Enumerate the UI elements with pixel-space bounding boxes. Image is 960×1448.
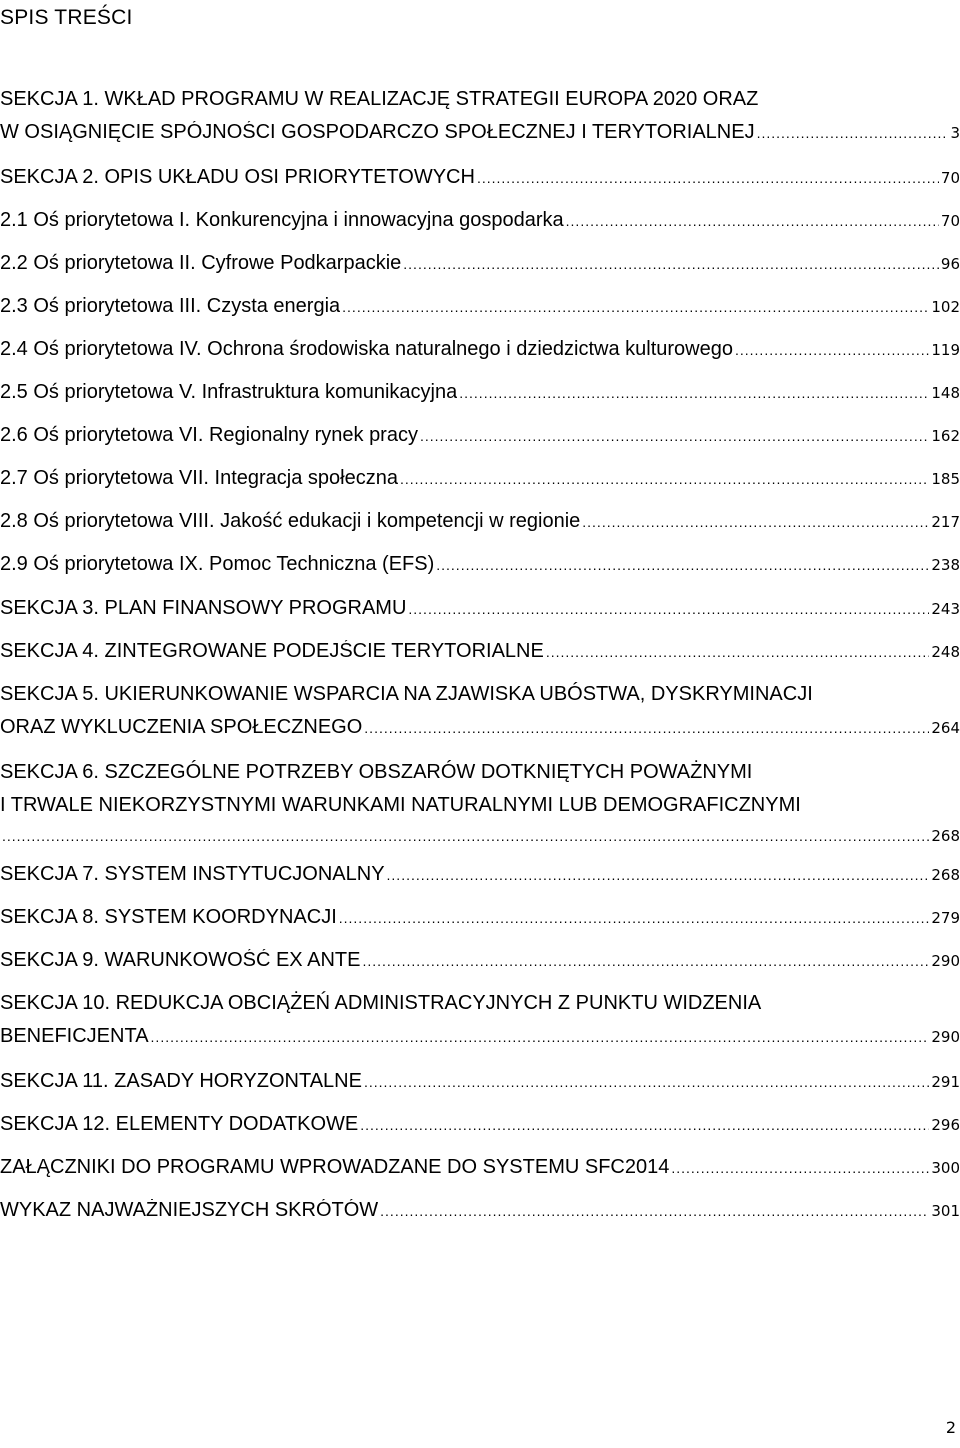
toc-page-number: 148: [931, 384, 960, 402]
toc-entry-row: [0, 467, 960, 490]
toc-entry-row: [0, 597, 960, 620]
toc-entry[interactable]: [0, 683, 960, 739]
dot-leader: [2, 829, 929, 843]
toc-entry-title: SEKCJA 8. SYSTEM KOORDYNACJI: [0, 906, 337, 928]
toc-entry-row: [0, 1199, 960, 1222]
toc-entry[interactable]: [0, 295, 960, 318]
toc-entry-row: [0, 295, 960, 318]
dot-leader: [566, 214, 939, 228]
toc-entry-row: [0, 1156, 960, 1179]
toc-entry[interactable]: [0, 338, 960, 361]
toc-entry-row: [0, 424, 960, 447]
toc-page-number: 296: [931, 1116, 960, 1134]
toc-entry[interactable]: [0, 166, 960, 189]
toc-entry-row: [0, 166, 960, 189]
toc-entry-row: [0, 209, 960, 232]
dot-leader: [477, 171, 939, 185]
toc-entry-row: [0, 338, 960, 361]
toc-entry-title: SEKCJA 3. PLAN FINANSOWY PROGRAMU: [0, 597, 407, 619]
toc-entry-row: [0, 949, 960, 972]
toc-entry-row: [0, 1025, 960, 1048]
toc-entry[interactable]: [0, 510, 960, 533]
toc-entry-row: [0, 640, 960, 663]
toc-entry-row: [0, 863, 960, 886]
toc-entry-text-line: SEKCJA 6. SZCZEGÓLNE POTRZEBY OBSZARÓW DOTKNIĘTYCH POWAŻNYMI: [0, 761, 753, 783]
toc-entry[interactable]: [0, 906, 960, 929]
toc-entry-title: SEKCJA 4. ZINTEGROWANE PODEJŚCIE TERYTORIALNE: [0, 640, 544, 662]
toc-entry-title: 2.8 Oś priorytetowa VIII. Jakość edukacji i kompetencji w regionie: [0, 510, 581, 532]
toc-page-number: 290: [931, 952, 960, 970]
toc-page-number: 268: [931, 827, 960, 845]
toc-entry-title: 2.5 Oś priorytetowa V. Infrastruktura komunikacyjna: [0, 381, 458, 403]
toc-entry[interactable]: [0, 424, 960, 447]
toc-entry-title: WYKAZ NAJWAŻNIEJSZYCH SKRÓTÓW: [0, 1199, 379, 1221]
page-number: 2: [945, 1418, 956, 1437]
toc-entry[interactable]: [0, 1156, 960, 1179]
dot-leader: [757, 126, 949, 140]
toc-entry-text-line: SEKCJA 5. UKIERUNKOWANIE WSPARCIA NA ZJAWISKA UBÓSTWA, DYSKRYMINACJI: [0, 683, 813, 705]
toc-entry-title: 2.1 Oś priorytetowa I. Konkurencyjna i innowacyjna gospodarka: [0, 209, 564, 231]
dot-leader: [403, 257, 939, 271]
toc-entry-title: SEKCJA 2. OPIS UKŁADU OSI PRIORYTETOWYCH: [0, 166, 475, 188]
toc-page-number: 279: [931, 909, 960, 927]
toc-page-number: 102: [931, 298, 960, 316]
dot-leader: [387, 868, 930, 882]
toc-page-number: 290: [931, 1028, 960, 1046]
toc-entry[interactable]: [0, 1070, 960, 1093]
toc-entry[interactable]: [0, 381, 960, 404]
dot-leader: [400, 472, 929, 486]
toc-entry-text-line: SEKCJA 10. REDUKCJA OBCIĄŻEŃ ADMINISTRACYJNYCH Z PUNKTU WIDZENIA: [0, 992, 762, 1014]
toc-entry-title: ORAZ WYKLUCZENIA SPOŁECZNEGO: [0, 716, 363, 738]
toc-page-number: 268: [931, 866, 960, 884]
dot-leader: [436, 558, 929, 572]
toc-entry-text-line: I TRWALE NIEKORZYSTNYMI WARUNKAMI NATURALNYMI LUB DEMOGRAFICZNYMI: [0, 794, 801, 816]
toc-entry[interactable]: [0, 640, 960, 663]
toc-entry[interactable]: [0, 467, 960, 490]
toc-page-number: 96: [940, 255, 960, 273]
toc-page-number: 291: [931, 1073, 960, 1091]
toc-entry-title: 2.3 Oś priorytetowa III. Czysta energia: [0, 295, 341, 317]
dot-leader: [408, 602, 929, 616]
toc-entry-title: BENEFICJENTA: [0, 1025, 149, 1047]
toc-entry-row: [0, 1070, 960, 1093]
dot-leader: [342, 300, 929, 314]
toc-entry-title: 2.4 Oś priorytetowa IV. Ochrona środowiska naturalnego i dziedzictwa kulturowego: [0, 338, 733, 360]
toc-entry[interactable]: [0, 597, 960, 620]
dot-leader: [420, 429, 929, 443]
dot-leader: [339, 911, 930, 925]
toc-page-number: 238: [931, 556, 960, 574]
toc-page-number: 119: [931, 341, 960, 359]
dot-leader: [582, 515, 929, 529]
dot-leader: [546, 645, 930, 659]
toc-entry-title: 2.6 Oś priorytetowa VI. Regionalny rynek pracy: [0, 424, 418, 446]
toc-page-number: 300: [931, 1159, 960, 1177]
toc-entry-row: [0, 252, 960, 275]
page-title: SPIS TREŚCI: [0, 6, 133, 29]
toc-page-number: 70: [940, 169, 960, 187]
toc-entry-row: [0, 553, 960, 576]
toc-entry[interactable]: [0, 252, 960, 275]
toc-entry[interactable]: [0, 949, 960, 972]
toc-entry[interactable]: [0, 553, 960, 576]
toc-entry-text-line: SEKCJA 1. WKŁAD PROGRAMU W REALIZACJĘ STRATEGII EUROPA 2020 ORAZ: [0, 88, 759, 110]
toc-page-number: 248: [931, 643, 960, 661]
toc-entry-title: SEKCJA 11. ZASADY HORYZONTALNE: [0, 1070, 362, 1092]
dot-leader: [364, 721, 929, 735]
toc-entry-title: 2.2 Oś priorytetowa II. Cyfrowe Podkarpackie: [0, 252, 402, 274]
dot-leader: [364, 1075, 929, 1089]
toc-entry-row: [0, 827, 960, 845]
toc-page-number: 301: [931, 1202, 960, 1220]
toc-page-number: 243: [931, 600, 960, 618]
toc-entry[interactable]: [0, 761, 960, 845]
dot-leader: [380, 1204, 929, 1218]
toc-entry-title: ZAŁĄCZNIKI DO PROGRAMU WPROWADZANE DO SYSTEMU SFC2014: [0, 1156, 670, 1178]
toc-page-number: 217: [931, 513, 960, 531]
toc-entry-title: 2.7 Oś priorytetowa VII. Integracja społeczna: [0, 467, 398, 489]
dot-leader: [362, 954, 929, 968]
toc-entry-title: SEKCJA 12. ELEMENTY DODATKOWE: [0, 1113, 359, 1135]
toc-entry-row: [0, 510, 960, 533]
dot-leader: [360, 1118, 929, 1132]
toc-entry-title: 2.9 Oś priorytetowa IX. Pomoc Techniczna (EFS): [0, 553, 435, 575]
toc-entry-title: SEKCJA 7. SYSTEM INSTYTUCJONALNY: [0, 863, 385, 885]
toc-page-number: 70: [940, 212, 960, 230]
dot-leader: [151, 1030, 930, 1044]
toc-page-number: 162: [931, 427, 960, 445]
toc-entry[interactable]: [0, 863, 960, 886]
toc-page-number: 185: [931, 470, 960, 488]
toc-page-number: 264: [931, 719, 960, 737]
toc-entry[interactable]: [0, 209, 960, 232]
toc-entry[interactable]: [0, 1199, 960, 1222]
toc-entry[interactable]: [0, 88, 960, 144]
toc-entry-row: [0, 1113, 960, 1136]
toc-page-number: 3: [950, 124, 960, 142]
toc-entry-row: [0, 381, 960, 404]
dot-leader: [735, 343, 929, 357]
dot-leader: [671, 1161, 929, 1175]
toc-entry-row: [0, 716, 960, 739]
toc-entry-row: [0, 906, 960, 929]
toc-entry-title: SEKCJA 9. WARUNKOWOŚĆ EX ANTE: [0, 949, 361, 971]
toc-entry-row: [0, 121, 960, 144]
dot-leader: [459, 386, 929, 400]
toc-entry[interactable]: [0, 992, 960, 1048]
toc-entry-title: W OSIĄGNIĘCIE SPÓJNOŚCI GOSPODARCZO SPOŁECZNEJ I TERYTORIALNEJ: [0, 121, 755, 143]
toc-entry[interactable]: [0, 1113, 960, 1136]
